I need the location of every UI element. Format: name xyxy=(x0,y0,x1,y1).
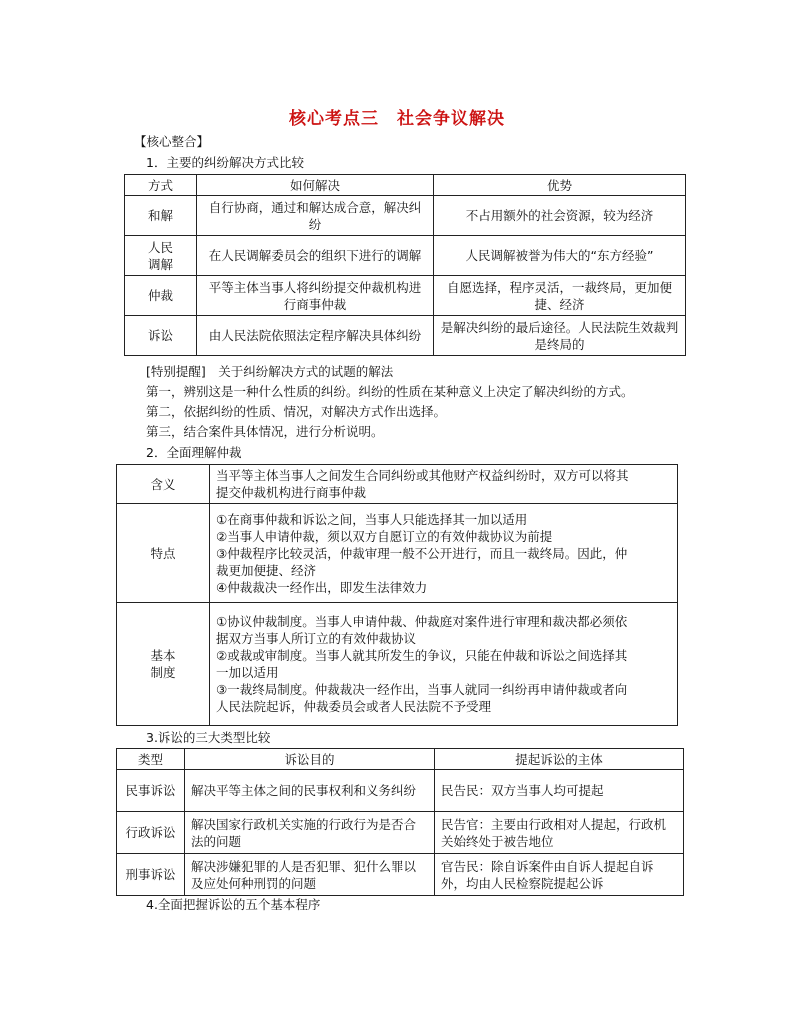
type-cell: 行政诉讼 xyxy=(117,812,185,854)
tip-line: 第二，依据纠纷的性质、情况，对解决方式作出选择。 xyxy=(146,404,447,419)
table-row xyxy=(117,770,684,812)
method-cell: 仲裁 xyxy=(125,276,197,316)
table-row xyxy=(125,236,686,276)
table-row xyxy=(117,812,684,854)
cell-line: ①协议仲裁制度。当事人申请仲裁、仲裁庭对案件进行审理和裁决都必须依 xyxy=(216,614,628,629)
how-cell: 在人民调解委员会的组织下进行的调解 xyxy=(197,236,434,276)
advantage-cell: 不占用额外的社会资源，较为经济 xyxy=(434,196,686,236)
cell-line: ②当事人申请仲裁，须以双方自愿订立的有效仲裁协议为前提 xyxy=(216,528,553,544)
how-cell: 由人民法院依照法定程序解决具体纠纷 xyxy=(197,316,434,356)
table-header-row xyxy=(125,175,686,196)
cell-line: 人民法院起诉，仲裁委员会或者人民法院不予受理 xyxy=(216,699,492,714)
content-cell xyxy=(210,504,678,603)
table-row xyxy=(125,196,686,236)
tip-heading: [特别提醒] 关于纠纷解决方式的试题的解法 xyxy=(146,364,394,379)
cell-line: 一加以适用 xyxy=(216,665,279,680)
method-cell: 诉讼 xyxy=(125,316,197,356)
subject-cell: 民告官：主要由行政相对人提起，行政机关始终处于被告地位 xyxy=(435,812,684,854)
cell-line: ①在商事仲裁和诉讼之间，当事人只能选择其一加以适用 xyxy=(216,511,528,527)
subject-cell: 官告民：除自诉案件由自诉人提起自诉外，均由人民检察院提起公诉 xyxy=(435,854,684,896)
cell-line: ③仲裁程序比较灵活，仲裁审理一般不公开进行，而且一裁终局。因此，仲 xyxy=(216,545,628,561)
table-row xyxy=(125,316,686,356)
header-cell: 提起诉讼的主体 xyxy=(435,749,684,770)
advantage-cell: 自愿选择，程序灵活，一裁终局，更加便捷、经济 xyxy=(434,276,686,316)
dispute-methods-table xyxy=(124,174,686,356)
section2-heading: 2．全面理解仲裁 xyxy=(146,445,242,460)
type-cell: 民事诉讼 xyxy=(117,770,185,812)
core-heading: 【核心整合】 xyxy=(134,134,210,149)
section1-heading: 1．主要的纠纷解决方式比较 xyxy=(146,155,304,170)
section3-heading: 3.诉讼的三大类型比较 xyxy=(146,730,271,745)
header-cell: 类型 xyxy=(117,749,185,770)
method-cell: 人民调解 xyxy=(125,236,197,276)
how-cell: 平等主体当事人将纠纷提交仲裁机构进行商事仲裁 xyxy=(197,276,434,316)
advantage-cell: 人民调解被誉为伟大的“东方经验” xyxy=(434,236,686,276)
table-row xyxy=(117,603,678,726)
table-row xyxy=(117,504,678,603)
tip-line: 第一，辨别这是一种什么性质的纠纷。纠纷的性质在某种意义上决定了解决纠纷的方式。 xyxy=(146,384,634,399)
how-cell: 自行协商，通过和解达成合意，解决纠纷 xyxy=(197,196,434,236)
arbitration-table xyxy=(116,464,678,726)
header-cell: 如何解决 xyxy=(197,175,434,196)
table-header-row xyxy=(117,749,684,770)
table-row xyxy=(117,854,684,896)
advantage-cell: 是解决纠纷的最后途径。人民法院生效裁判是终局的 xyxy=(434,316,686,356)
cell-line: 提交仲裁机构进行商事仲裁 xyxy=(216,485,367,500)
label-cell: 特点 xyxy=(117,504,210,603)
cell-line: ④仲裁裁决一经作出，即发生法律效力 xyxy=(216,579,428,595)
label-cell: 基本制度 xyxy=(117,603,210,726)
litigation-types-table xyxy=(116,748,684,896)
content-cell xyxy=(210,465,678,504)
cell-line: 据双方当事人所订立的有效仲裁协议 xyxy=(216,631,417,646)
table-row xyxy=(117,465,678,504)
type-cell: 刑事诉讼 xyxy=(117,854,185,896)
page-title: 核心考点三 社会争议解决 xyxy=(289,109,505,129)
tip-line: 第三，结合案件具体情况，进行分析说明。 xyxy=(146,424,384,439)
cell-line: 当平等主体当事人之间发生合同纠纷或其他财产权益纠纷时，双方可以将其 xyxy=(216,468,629,483)
subject-cell: 民告民：双方当事人均可提起 xyxy=(435,770,684,812)
cell-line: ②或裁或审制度。当事人就其所发生的争议，只能在仲裁和诉讼之间选择其 xyxy=(216,648,628,663)
purpose-cell: 解决涉嫌犯罪的人是否犯罪、犯什么罪以及应处何种刑罚的问题 xyxy=(185,854,435,896)
method-cell: 和解 xyxy=(125,196,197,236)
content-cell xyxy=(210,603,678,726)
cell-line: ③一裁终局制度。仲裁裁决一经作出，当事人就同一纠纷再申请仲裁或者向 xyxy=(216,682,628,697)
header-cell: 优势 xyxy=(434,175,686,196)
purpose-cell: 解决国家行政机关实施的行政行为是否合法的问题 xyxy=(185,812,435,854)
label-cell: 含义 xyxy=(117,465,210,504)
header-cell: 诉讼目的 xyxy=(185,749,435,770)
table-row xyxy=(125,276,686,316)
section4-heading: 4.全面把握诉讼的五个基本程序 xyxy=(146,897,321,912)
purpose-cell: 解决平等主体之间的民事权利和义务纠纷 xyxy=(185,770,435,812)
cell-line: 裁更加便捷、经济 xyxy=(216,562,317,578)
header-cell: 方式 xyxy=(125,175,197,196)
